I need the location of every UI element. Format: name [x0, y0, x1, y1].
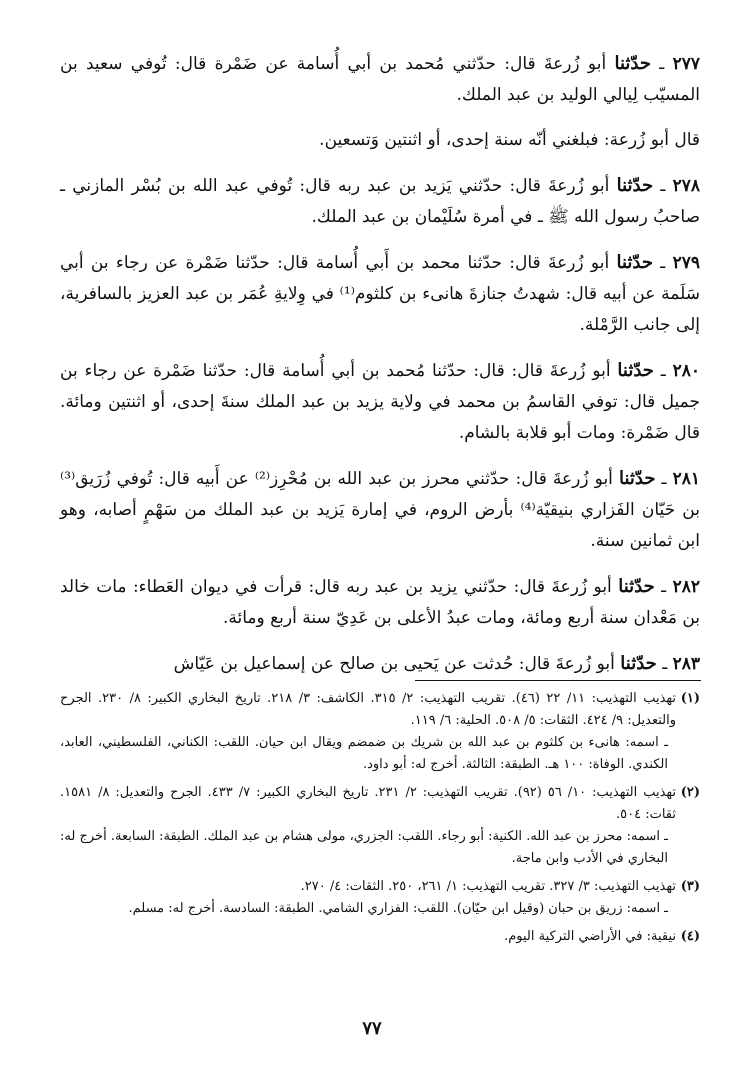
entry-283: ٢٨٣ ـ حدّثنا أبو زُرعةَ قال: حُدثت عن يَحيى بن صالح عن إسماعيل بن عَيّاش	[173, 653, 700, 674]
entry-278: ٢٧٨ ـ حدّثنا أبو زُرعةَ قال: حدّثني يَزيد بن عبد ربه قال: تُوفي عبد الله بن بُسْر المازني ـ صاحبُ رسول الله ﷺ ـ في أمرة سُلَيْمان بن عبد الملك.	[60, 175, 700, 227]
footnote-number: (٢)	[680, 785, 700, 800]
entry-text: أبو زُرعةَ قال: حدّثني مُحمد بن أبي أُسامة عن ضَمْرة قال: تُوفي سعيد بن المسيّب لِيالي الوليد بن عبد الملك.	[60, 54, 700, 105]
main-text	[60, 48, 700, 694]
footnote-text: نيقية: في الأراضي التركية اليوم.	[504, 929, 676, 944]
haddathana-word: حدّثنا	[617, 360, 654, 381]
haddathana-word: حدّثنا	[618, 576, 655, 597]
entry-277-note	[60, 125, 700, 156]
entry-text: أبو زُرعةَ قال: حدّثني يَزيد بن عبد ربه قال: تُوفي عبد الله بن بُسْر المازني ـ صاحبُ رسول الله ﷺ ـ في أمرة سُلَيْمان بن عبد الملك.	[60, 176, 700, 227]
footnote-bio: ـ اسمه: زريق بن حبان (وقيل ابن حيّان). اللقب: الفزاري الشامي. الطبقة: السادسة. أخرج له: مسلم.	[128, 901, 668, 916]
haddathana-word: حدّثنا	[616, 175, 654, 196]
footnote-text: تهذيب التهذيب: ١١/ ٢٢ (٤٦). تقريب التهذيب: ٢/ ٣١٥. الكاشف: ٣/ ٢١٨. تاريخ البخاري الكبير: ٨/ ٢٣٠. الجرح والتعديل: ٩/ ٤٢٤. الثقات: ٥/ ٥٠٨. الحلية: ٦/ ١١٩.	[60, 691, 677, 728]
footnote-1	[60, 688, 700, 776]
footnote-2	[60, 782, 700, 870]
footnote-text: تهذيب التهذيب: ١٠/ ٥٦ (٩٢). تقريب التهذيب: ٢/ ٢٣١. تاريخ البخاري الكبير: ٧/ ٤٣٣. الجرح والتعديل: ٨/ ١٥٨١. ثقات: ٥٠٤.	[60, 785, 677, 822]
entry-280: ٢٨٠ ـ حدّثنا أبو زُرعةَ قال: قال: حدّثنا مُحمد بن أبي أُسامة قال: حدّثنا ضَمْرة عن رجاء بن جميل قال: توفي القاسمُ بن محمد في ولاية يزيد بن عبد الملك سنةَ إحدى، أو اثنتين ومائة. قال ضَمْرة: ومات أبو قلابة بالشام.	[60, 360, 701, 443]
footnote-number: (١)	[680, 691, 700, 706]
entry-number: ٢٨١	[672, 469, 701, 489]
entry-text: أبو زُرعةَ قال: حُدثت عن يَحيى بن صالح عن إسماعيل بن عَيّاش	[173, 654, 621, 674]
entry-number: ٢٧٨	[672, 176, 700, 196]
entry-number: ٢٨٢	[672, 577, 700, 597]
entry-number: ٢٧٧	[672, 54, 700, 74]
haddathana-word: حدّثنا	[618, 468, 656, 489]
footnote-4	[60, 926, 700, 948]
footnote-number: (٤)	[680, 929, 700, 944]
footnote-3	[60, 876, 700, 920]
entry-text: قال أبو زُرعة: فبلغني أنّه سنة إحدى، أو اثنتين وَتسعين.	[319, 130, 700, 150]
footnote-bio: ـ اسمه: هانىء بن كلثوم بن عبد الله بن شريك بن ضمضم ويقال ابن حيان. اللقب: الكناني، الفلسطيني، العابد، الكندي. الوفاة: ١٠٠ هـ. الطبقة: الثالثة. أخرج له: أبو داود.	[60, 735, 668, 772]
haddathana-word: حدّثنا	[620, 653, 657, 674]
entry-number: ٢٨٣	[672, 654, 700, 674]
footnotes	[60, 688, 700, 954]
entry-text: أبو زُرعةَ قال: حدّثني محرز بن عبد الله بن مُحْرِز⁽²⁾ عن أَبيه قال: تُوفي زُرَيق⁽³⁾ بن حَيّان الفَزاري بنيقيّة⁽⁴⁾ بأرض الروم، في إمارة يَزيد بن عبد الملك من سَهْمٍ أصابه، وهو ابن ثمانين سنة.	[60, 469, 700, 551]
entry-number: ٢٨٠	[672, 361, 701, 381]
footnote-divider	[415, 680, 701, 681]
entry-text: أبو زُرعةَ قال: حدّثنا محمد بن أَبي أُسامة قال: حدّثنا ضَمْرة عن رجاء بن أبي سَلَمة عن أبيه قال: شهدتُ جنازةَ هانىء بن كلثوم⁽¹⁾ في وِلايةِ عُمَر بن عبد العزيز بالسافرية، إلى جانب الرَّمْلة.	[60, 253, 700, 335]
page-number: ٧٧	[362, 1018, 382, 1039]
footnote-bio: ـ اسمه: محرز بن عبد الله. الكنية: أبو رجاء. اللقب: الجزري، مولى هشام بن عبد الملك. الطبقة: السابعة. أخرج له: البخاري في الأدب وابن ماجة.	[60, 829, 668, 866]
entry-text: أبو زُرعةَ قال: قال: حدّثنا مُحمد بن أبي أُسامة قال: حدّثنا ضَمْرة عن رجاء بن جميل قال: توفي القاسمُ بن محمد في ولاية يزيد بن عبد الملك سنةَ إحدى، أو اثنتين ومائة. قال ضَمْرة: ومات أبو قلابة بالشام.	[60, 361, 700, 443]
footnote-text: تهذيب التهذيب: ٣/ ٣٢٧. تقريب التهذيب: ١/ ٢٦١، ٢٥٠. الثقات: ٤/ ٢٧٠.	[300, 879, 676, 894]
entry-279: ٢٧٩ ـ حدّثنا أبو زُرعةَ قال: حدّثنا محمد بن أَبي أُسامة قال: حدّثنا ضَمْرة عن رجاء بن أبي سَلَمة عن أبيه قال: شهدتُ جنازةَ هانىء بن كلثوم⁽¹⁾ في وِلايةِ عُمَر بن عبد العزيز بالسافرية، إلى جانب الرَّمْلة.	[60, 252, 700, 335]
entry-text: أبو زُرعةَ قال: حدّثني يزيد بن عبد ربه قال: قرأت في ديوان العَطاء: مات خالد بن مَعْدان سنة أربع ومائة، ومات عبدُ الأعلى بن عَدِيّ سنة أربع ومائة.	[60, 577, 700, 628]
entry-number: ٢٧٩	[672, 253, 700, 273]
entry-281: ٢٨١ ـ حدّثنا أبو زُرعةَ قال: حدّثني محرز بن عبد الله بن مُحْرِز⁽²⁾ عن أَبيه قال: تُوفي زُرَيق⁽³⁾ بن حَيّان الفَزاري بنيقيّة⁽⁴⁾ بأرض الروم، في إمارة يَزيد بن عبد الملك من سَهْمٍ أصابه، وهو ابن ثمانين سنة.	[60, 468, 701, 551]
entry-277: ٢٧٧ ـ حدّثنا أبو زُرعةَ قال: حدّثني مُحمد بن أبي أُسامة عن ضَمْرة قال: تُوفي سعيد بن المسيّب لِيالي الوليد بن عبد الملك.	[60, 53, 700, 105]
haddathana-word: حدّثنا	[614, 53, 651, 74]
haddathana-word: حدّثنا	[616, 252, 653, 273]
entry-282: ٢٨٢ ـ حدّثنا أبو زُرعةَ قال: حدّثني يزيد بن عبد ربه قال: قرأت في ديوان العَطاء: مات خالد بن مَعْدان سنة أربع ومائة، ومات عبدُ الأعلى بن عَدِيّ سنة أربع ومائة.	[60, 576, 700, 628]
footnote-number: (٣)	[680, 879, 700, 894]
